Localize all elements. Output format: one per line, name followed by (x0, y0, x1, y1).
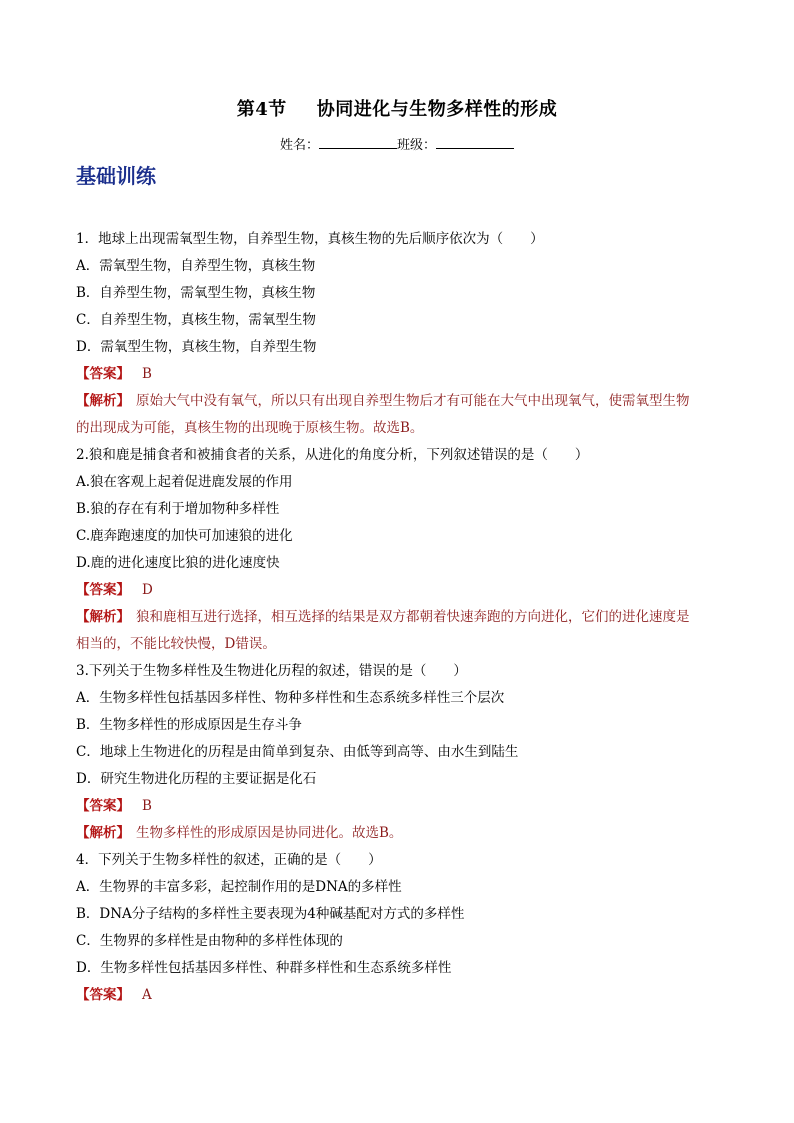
answer-value: A (142, 987, 152, 1003)
option-a: A.狼在客观上起着促进鹿发展的作用 (76, 474, 293, 490)
option-b: B．DNA分子结构的多样性主要表现为4种碱基配对方式的多样性 (76, 906, 465, 922)
question-1 (76, 226, 726, 442)
analysis-row (76, 604, 726, 631)
class-label: 班级： (397, 138, 437, 153)
question-2 (76, 442, 726, 658)
analysis-row (76, 820, 726, 847)
analysis-tag: 【解析】 (76, 825, 130, 841)
answer-tag: 【答案】 (76, 987, 130, 1003)
option-c: C．生物界的多样性是由物种的多样性体现的 (76, 933, 343, 949)
answer-row (76, 793, 726, 820)
name-blank (319, 136, 397, 149)
analysis-tag: 【解析】 (76, 609, 130, 625)
name-label: 姓名： (279, 138, 319, 153)
answer-row (76, 577, 726, 604)
answer-row (76, 361, 726, 388)
option-b: B．生物多样性的形成原因是生存斗争 (76, 717, 302, 733)
analysis-text-1: 生物多样性的形成原因是协同进化。故选B。 (136, 825, 403, 841)
section-number: 第4节 (236, 99, 287, 120)
question-list (76, 226, 726, 1009)
analysis-text-1: 狼和鹿相互进行选择，相互选择的结果是双方都朝着快速奔跑的方向进化，它们的进化速度是 (136, 609, 690, 625)
option-c: C.鹿奔跑速度的加快可加速狼的进化 (76, 528, 293, 544)
section-topic: 协同进化与生物多样性的形成 (316, 99, 558, 120)
answer-tag: 【答案】 (76, 798, 130, 814)
class-blank (436, 136, 514, 149)
analysis-cont: 的出现成为可能，真核生物的出现晚于原核生物。故选B。 (76, 420, 424, 436)
student-info-line (0, 134, 794, 153)
answer-tag: 【答案】 (76, 366, 130, 382)
answer-value: D (142, 582, 153, 598)
option-c: C．自养型生物，真核生物，需氧型生物 (76, 312, 316, 328)
section-heading: 基础训练 (76, 164, 156, 188)
option-a: A．生物多样性包括基因多样性、物种多样性和生态系统多样性三个层次 (76, 690, 505, 706)
analysis-text-1: 原始大气中没有氧气，所以只有出现自养型生物后才有可能在大气中出现氧气，使需氧型生物 (136, 393, 690, 409)
question-4 (76, 847, 726, 1009)
answer-value: B (142, 366, 152, 382)
question-stem: 1．地球上出现需氧型生物，自养型生物，真核生物的先后顺序依次为（ ） (76, 231, 544, 247)
answer-value: B (142, 798, 152, 814)
analysis-cont: 相当的，不能比较快慢，D错误。 (76, 636, 276, 652)
option-c: C．地球上生物进化的历程是由简单到复杂、由低等到高等、由水生到陆生 (76, 744, 519, 760)
question-3 (76, 658, 726, 847)
answer-row (76, 982, 726, 1009)
option-d: D．研究生物进化历程的主要证据是化石 (76, 771, 317, 787)
option-d: D．需氧型生物，真核生物，自养型生物 (76, 339, 317, 355)
analysis-tag: 【解析】 (76, 393, 130, 409)
page-title (0, 95, 794, 121)
analysis-row (76, 388, 726, 415)
option-d: D．生物多样性包括基因多样性、种群多样性和生态系统多样性 (76, 960, 452, 976)
option-b: B．自养型生物，需氧型生物，真核生物 (76, 285, 316, 301)
option-a: A．需氧型生物，自养型生物，真核生物 (76, 258, 316, 274)
question-stem: 3.下列关于生物多样性及生物进化历程的叙述，错误的是（ ） (76, 663, 467, 679)
answer-tag: 【答案】 (76, 582, 130, 598)
option-b: B.狼的存在有利于增加物种多样性 (76, 501, 280, 517)
question-stem: 2.狼和鹿是捕食者和被捕食者的关系，从进化的角度分析，下列叙述错误的是（ ） (76, 447, 589, 463)
option-d: D.鹿的进化速度比狼的进化速度快 (76, 555, 280, 571)
question-stem: 4．下列关于生物多样性的叙述，正确的是（ ） (76, 852, 382, 868)
option-a: A．生物界的丰富多彩，起控制作用的是DNA的多样性 (76, 879, 402, 895)
